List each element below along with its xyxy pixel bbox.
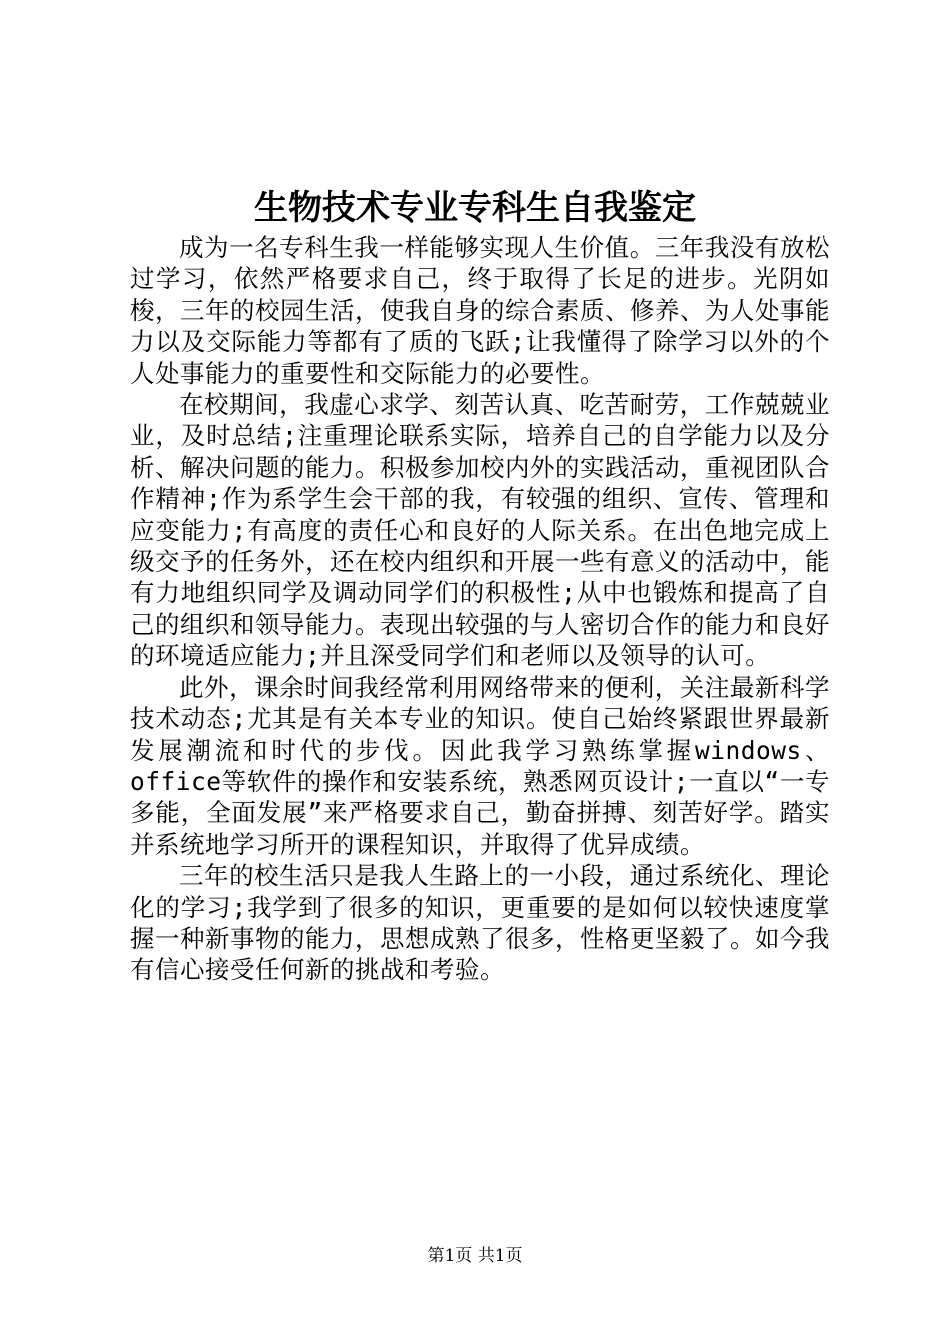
paragraph-4: 三年的校生活只是我人生路上的一小段，通过系统化、理论化的学习;我学到了很多的知识，更重要的是如何以较快速度掌握一种新事物的能力，思想成熟了很多，性格更坚毅了。如今我有信心接受任何新的挑战和考验。 xyxy=(130,861,830,985)
document-body xyxy=(130,232,830,986)
document-title: 生物技术专业专科生自我鉴定 xyxy=(254,188,696,228)
paragraph-3: 此外，课余时间我经常利用网络带来的便利，关注最新科学技术动态;尤其是有关本专业的知识。使自己始终紧跟世界最新发展潮流和时代的步伐。因此我学习熟练掌握windows、office等软件的操作和安装系统，熟悉网页设计;一直以“一专多能，全面发展”来严格要求自己，勤奋拼搏、刻苦好学。踏实并系统地学习所开的课程知识，并取得了优异成绩。 xyxy=(130,672,830,859)
paragraph-2: 在校期间，我虚心求学、刻苦认真、吃苦耐劳，工作兢兢业业，及时总结;注重理论联系实际，培养自己的自学能力以及分析、解决问题的能力。积极参加校内外的实践活动，重视团队合作精神;作为系学生会干部的我，有较强的组织、宣传、管理和应变能力;有高度的责任心和良好的人际关系。在出色地完成上级交予的任务外，还在校内组织和开展一些有意义的活动中，能有力地组织同学及调动同学们的积极性;从中也锻炼和提高了自己的组织和领导能力。表现出较强的与人密切合作的能力和良好的环境适应能力;并且深受同学们和老师以及领导的认可。 xyxy=(130,390,830,671)
paragraph-1: 成为一名专科生我一样能够实现人生价值。三年我没有放松过学习，依然严格要求自己，终于取得了长足的进步。光阴如梭，三年的校园生活，使我自身的综合素质、修养、为人处事能力以及交际能力等都有了质的飞跃;让我懂得了除学习以外的个人处事能力的重要性和交际能力的必要性。 xyxy=(130,233,830,388)
page-footer: 第1页 共1页 xyxy=(427,1246,523,1266)
